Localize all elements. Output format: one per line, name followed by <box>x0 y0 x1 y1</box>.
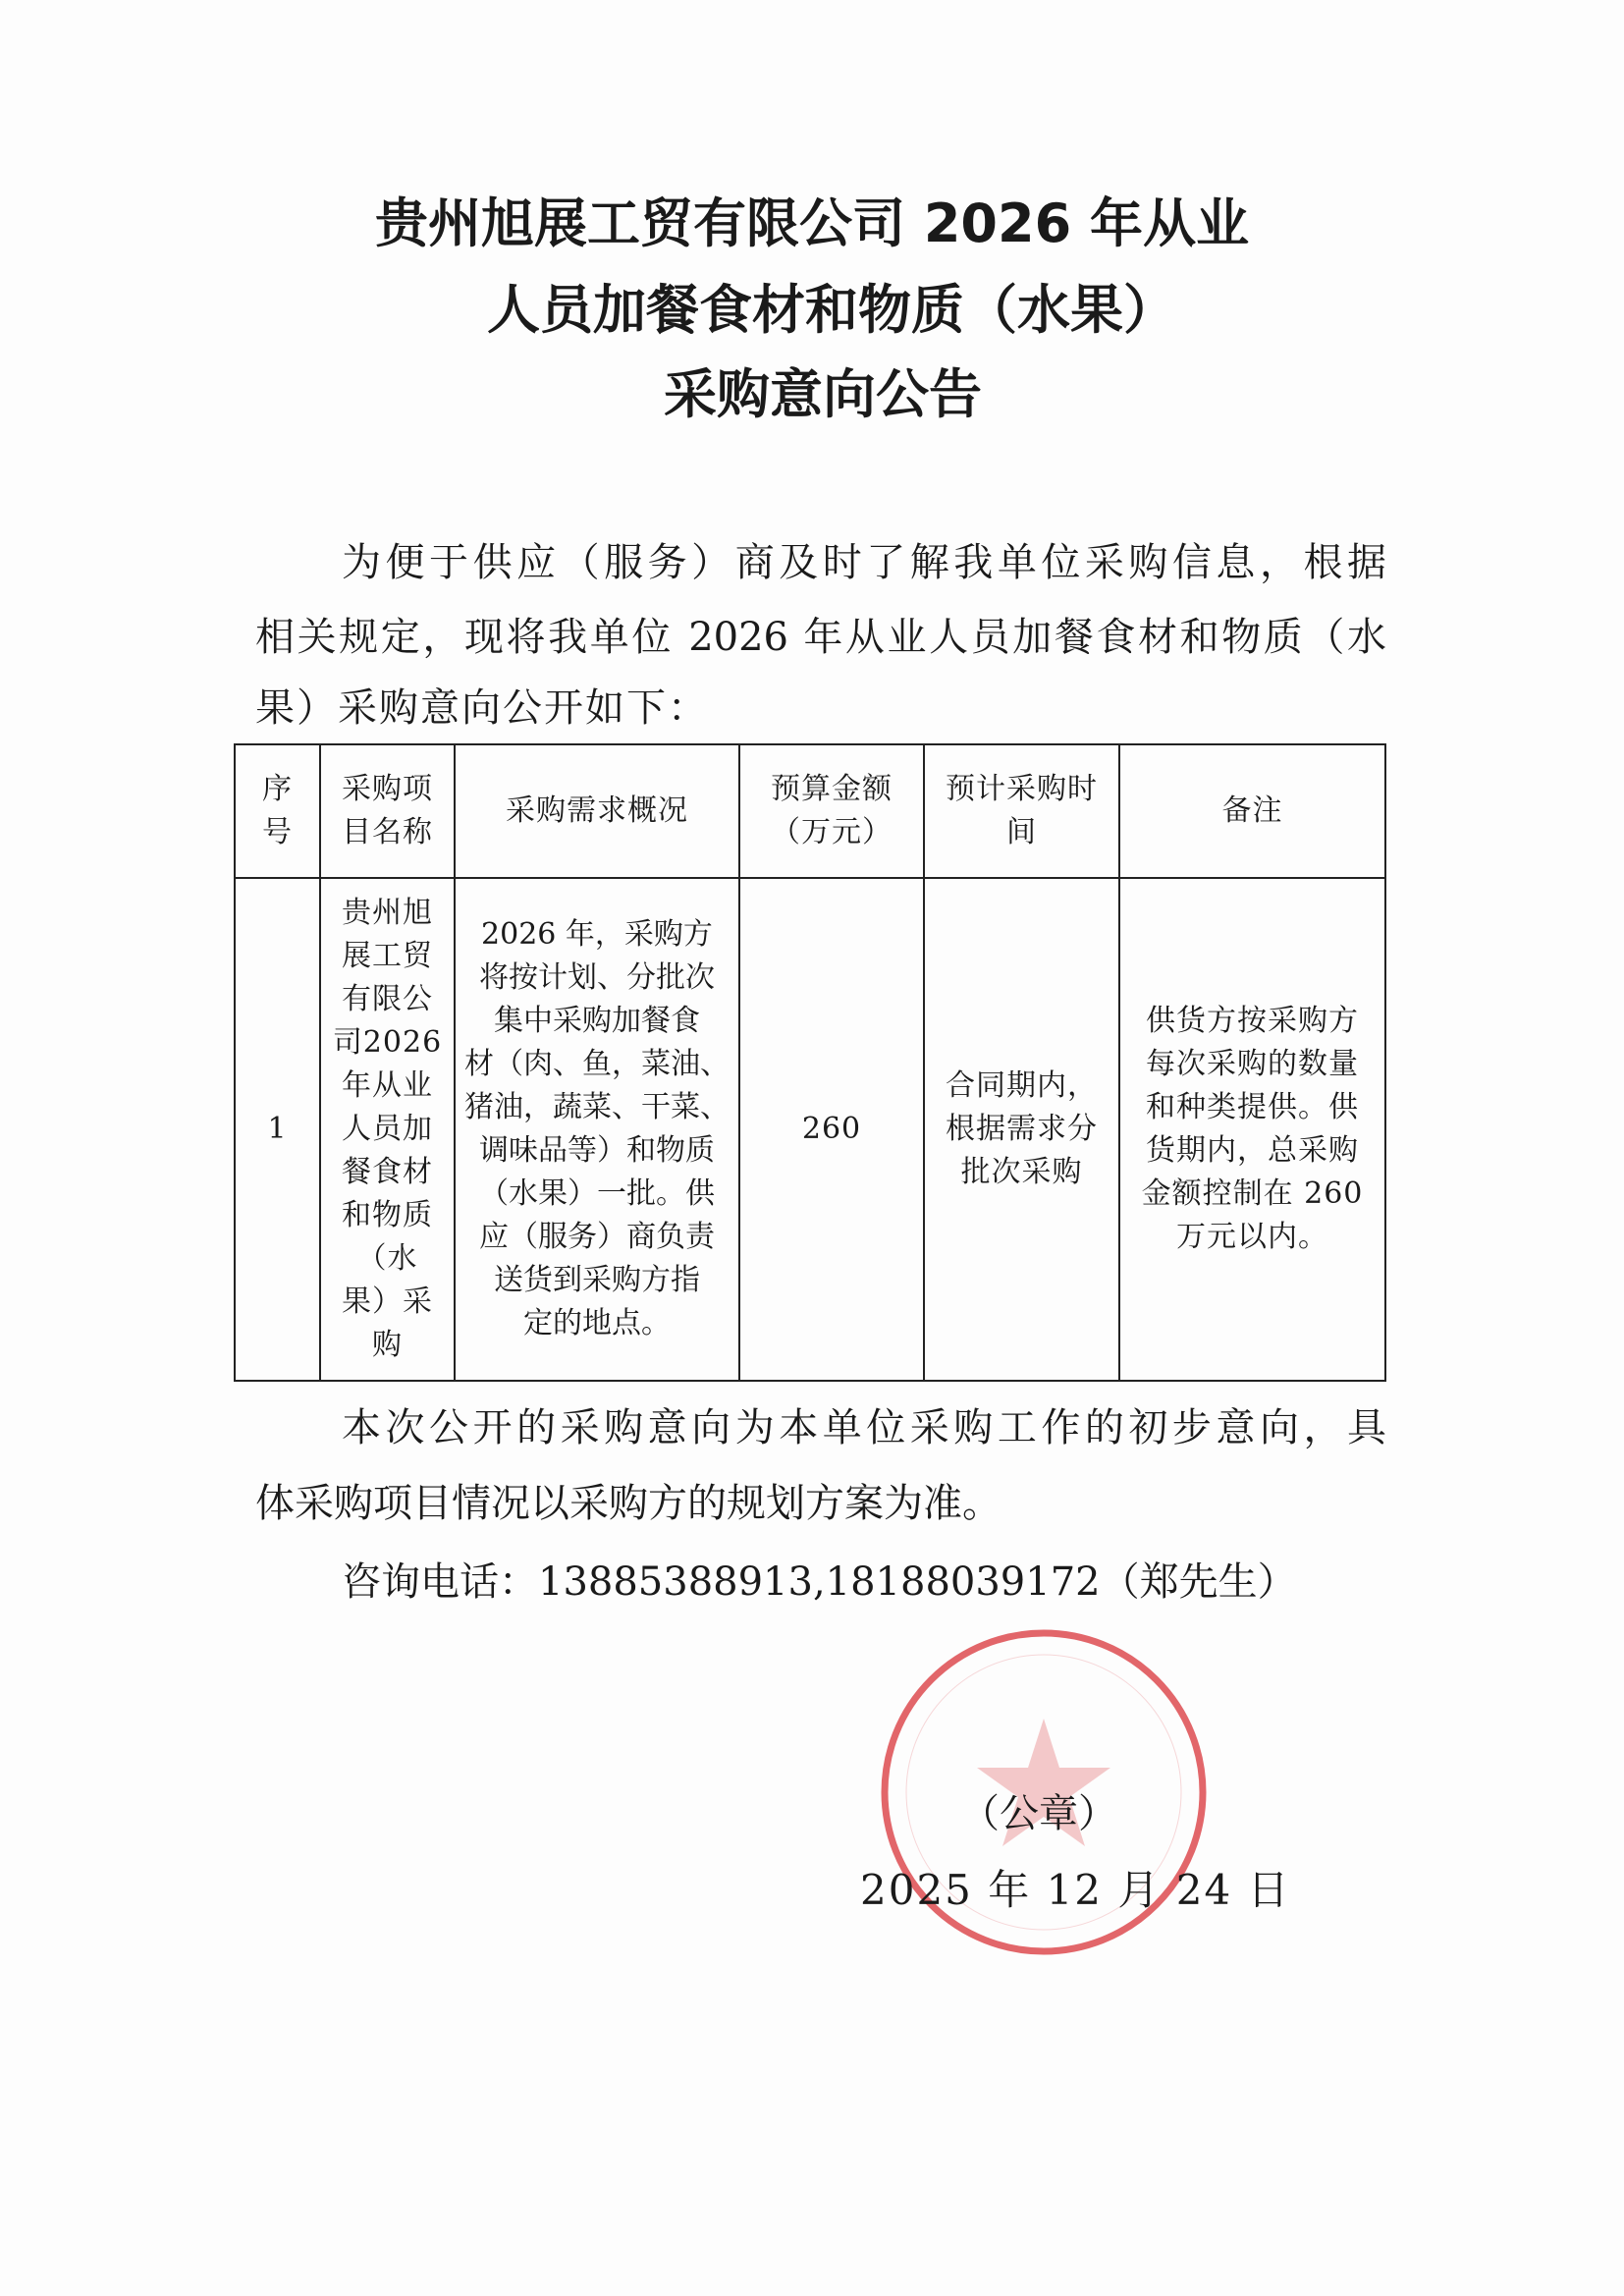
title-line-2: 人员加餐食材和物质（水果） <box>487 279 1176 341</box>
cell-summary: 2026 年，采购方 将按计划、分批次 集中采购加餐食 材（肉、鱼，菜油、 猪油，蔬菜、干菜、 调味品等）和物质 （水果）一批。供 应（服务）商负责 送货到采购方指 定的地点。 <box>455 878 739 1381</box>
header-remark: 备注 <box>1119 744 1385 878</box>
header-index: 序 号 <box>235 744 320 878</box>
title-line-1: 贵州旭展工贸有限公司 2026 年从业 <box>375 192 1249 254</box>
intro-line-2: 相关规定，现将我单位 2026 年从业人员加餐食材和物质（水 <box>255 615 1386 660</box>
closing-line-2: 体采购项目情况以采购方的规划方案为准。 <box>255 1481 1001 1526</box>
closing-line-1: 本次公开的采购意向为本单位采购工作的初步意向，具 <box>342 1405 1386 1450</box>
cell-remark: 供货方按采购方 每次采购的数量 和种类提供。供 货期内，总采购 金额控制在 260 万元以内。 <box>1119 878 1385 1381</box>
table-row <box>235 878 1385 1381</box>
signature-date: 2025 年 12 月 24 日 <box>860 1866 1291 1914</box>
header-project-name: 采购项 目名称 <box>320 744 455 878</box>
cell-budget: 260 <box>739 878 924 1381</box>
cell-project-name: 贵州旭 展工贸 有限公 司2026 年从业 人员加 餐食材 和物质 （水 果）采 购 <box>320 878 455 1381</box>
seal-label: （公章） <box>960 1791 1117 1836</box>
cell-index: 1 <box>235 878 320 1381</box>
intro-line-1: 为便于供应（服务）商及时了解我单位采购信息，根据 <box>342 540 1386 585</box>
intro-line-3: 果）采购意向公开如下： <box>255 685 707 731</box>
header-time: 预计采购时 间 <box>924 744 1119 878</box>
contact-line: 咨询电话：13885388913,18188039172（郑先生） <box>342 1559 1297 1605</box>
procurement-table <box>234 743 1386 1382</box>
table-header-row <box>235 744 1385 878</box>
cell-time: 合同期内， 根据需求分 批次采购 <box>924 878 1119 1381</box>
table-and-closing <box>234 743 1388 1607</box>
title-line-3: 采购意向公告 <box>664 363 982 425</box>
header-budget: 预算金额 （万元） <box>739 744 924 878</box>
header-summary: 采购需求概况 <box>455 744 739 878</box>
